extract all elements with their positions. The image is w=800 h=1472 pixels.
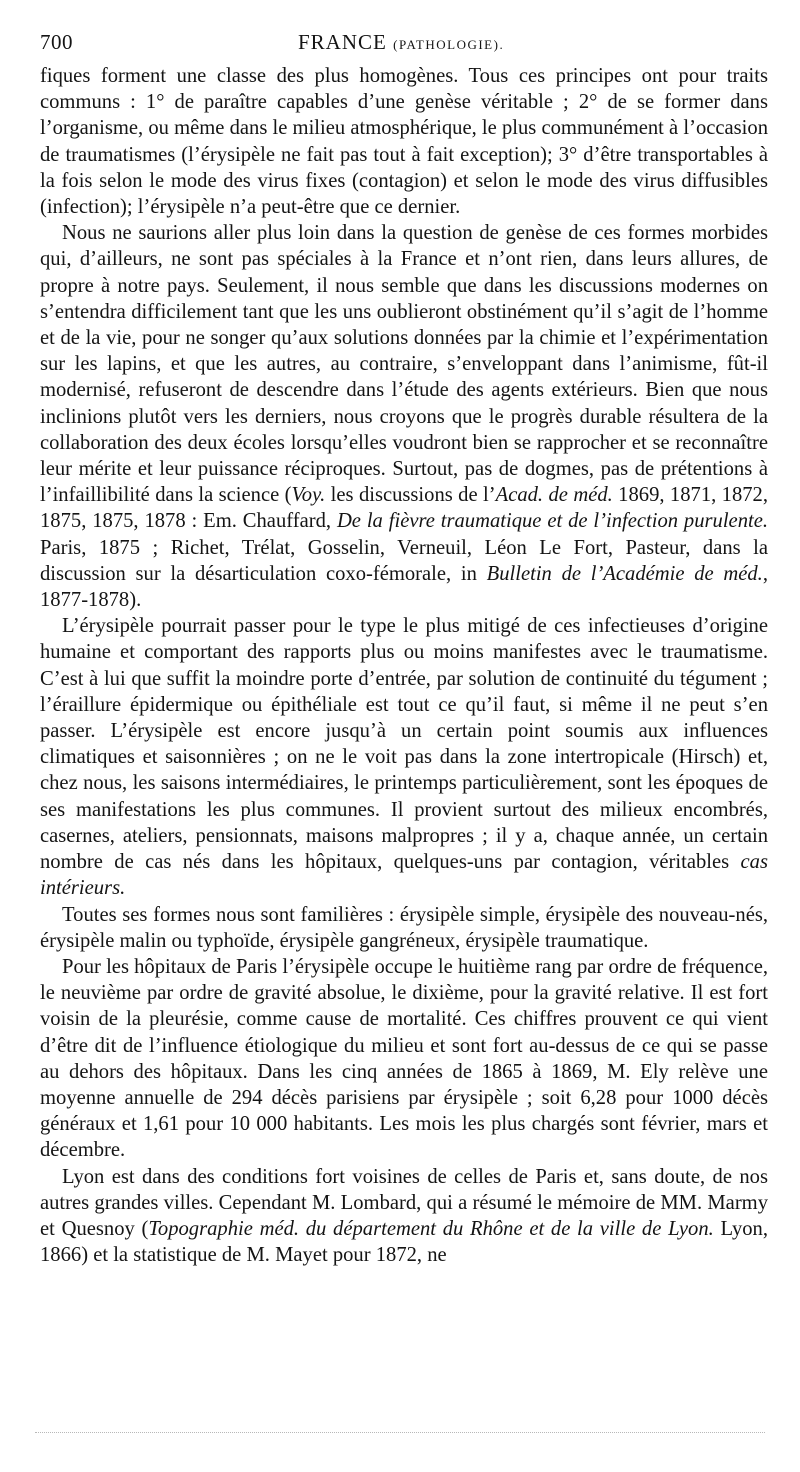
paragraph-2 (40, 220, 768, 613)
body-text (40, 63, 768, 1268)
italic-run: Topographie méd. du département du Rhône et de la ville de Lyon. (148, 1217, 714, 1240)
text-run: Paris, 1875 ; Richet, Trélat, Gosselin, Verneuil, Léon Le Fort, Pasteur, dans la discussion sur la désarticulation coxo-fémorale, in (40, 536, 768, 585)
page-header (40, 30, 760, 60)
running-title-main: FRANCE (298, 30, 387, 54)
paragraph-3 (40, 613, 768, 901)
footer-rule (35, 1432, 765, 1433)
italic-run: Voy. (291, 484, 326, 507)
italic-run: De la fièvre traumatique et de l’infection purulente. (336, 510, 769, 533)
italic-run: Bulletin de l’Académie de méd. (486, 562, 763, 585)
paragraph-6 (40, 1164, 768, 1269)
running-title (298, 30, 504, 55)
text-run: les discussions de l’ (325, 484, 496, 507)
text-run: 1869, 1871, 1872, 1875, 1875, 1878 : Em. Chauffard, (40, 484, 769, 533)
paragraph-4 (40, 902, 768, 954)
text-run: , 1877-1878). (40, 562, 768, 612)
running-title-sub: (PATHOLOGIE). (393, 37, 505, 52)
italic-run: Acad. de méd. (495, 484, 613, 507)
text-run: L’érysipèle pourrait passer pour le type le plus mitigé de ces infectieuses d’origine humaine et comportant des rapports plus ou moins manifestes avec le traumatisme. C’est à lui que suffit la moindre porte d’entrée, par solution de continuité du tégument ; l’éraillure épidermique ou épithéliale est tout ce qu’il faut, si même il ne peut s’en passer. L’érysipèle est encore jusqu’à un certain point soumis aux influences climatiques et saisonnières ; on ne le voit pas dans la zone intertropicale (Hirsch) et, chez nous, les saisons intermédiaires, le printemps particulièrement, sont les époques de ses manifestations les plus communes. Il provient surtout des milieux encombrés, casernes, ateliers, pensionnats, maisons malpropres ; il y a, chaque année, un certain nombre de cas nés dans les hôpitaux, quelques-uns par contagion, véritables (40, 615, 768, 874)
text-run: Toutes ses formes nous sont familières : érysipèle simple, érysipèle des nouveau-nés, érysipèle malin ou typhoïde, érysipèle gangréneux, érysipèle traumatique. (40, 903, 768, 952)
text-run: fiques forment une classe des plus homogènes. Tous ces principes ont pour traits communs : 1° de paraître capables d’une genèse véritable ; 2° de se former dans l’organisme, ou même dans le milieu atmosphérique, le plus communément à l’occasion de traumatismes (l’érysipèle ne fait pas tout à fait exception); 3° d’être transportables à la fois selon le mode des virus fixes (contagion) et selon le mode des virus diffusibles (infection); l’érysipèle n’a peut-être que ce dernier. (40, 65, 768, 219)
text-run: Pour les hôpitaux de Paris l’érysipèle occupe le huitième rang par ordre de fréquence, le neuvième par ordre de gravité absolue, le dixième, pour la gravité relative. Il est fort voisin de la pleurésie, comme cause de mortalité. Ces chiffres prouvent ce qui vient d’être dit de l’influence étiologique du milieu et sont fort au-dessus de ce qui se passe au dehors des hôpitaux. Dans les cinq années de 1865 à 1869, M. Ely relève une moyenne annuelle de 294 décès parisiens par érysipèle ; soit 6,28 pour 1000 décès généraux et 1,61 pour 10 000 habitants. Les mois les plus chargés sont février, mars et décembre. (40, 955, 768, 1162)
text-run: Nous ne saurions aller plus loin dans la question de genèse de ces formes morbides qui, d’ailleurs, ne sont pas spéciales à la France et n’ont rien, dans leurs allures, de propre à notre pays. Seulement, il nous semble que dans les discussions modernes on s’entendra difficilement tant que les uns oublieront obstinément qu’il s’agit de l’homme et de la vie, pour ne songer qu’aux solutions données par la chimie et l’expérimentation sur les lapins, et que les autres, au contraire, s’enveloppant dans l’animisme, fût-il modernisé, refuseront de descendre dans l’étude des agents extérieurs. Bien que nous inclinions plutôt vers les derniers, nous croyons que le progrès durable résultera de la collaboration des deux écoles lorsqu’elles voudront bien se rapprocher et se reconnaître leur mérite et leur puissance réciproques. Surtout, pas de dogmes, pas de prétentions à l’infaillibilité dans la science ( (40, 222, 768, 507)
text-run: Lyon, 1866) et la statistique de M. Mayet pour 1872, ne (40, 1217, 768, 1267)
paragraph-5 (40, 954, 768, 1164)
page-number: 700 (40, 30, 73, 54)
paragraph-1 (40, 63, 768, 220)
italic-run: cas intérieurs. (40, 851, 768, 900)
text-run: Lyon est dans des conditions fort voisines de celles de Paris et, sans doute, de nos autres grandes villes. Cependant M. Lombard, qui a résumé le mémoire de MM. Marmy et Quesnoy ( (40, 1165, 768, 1240)
